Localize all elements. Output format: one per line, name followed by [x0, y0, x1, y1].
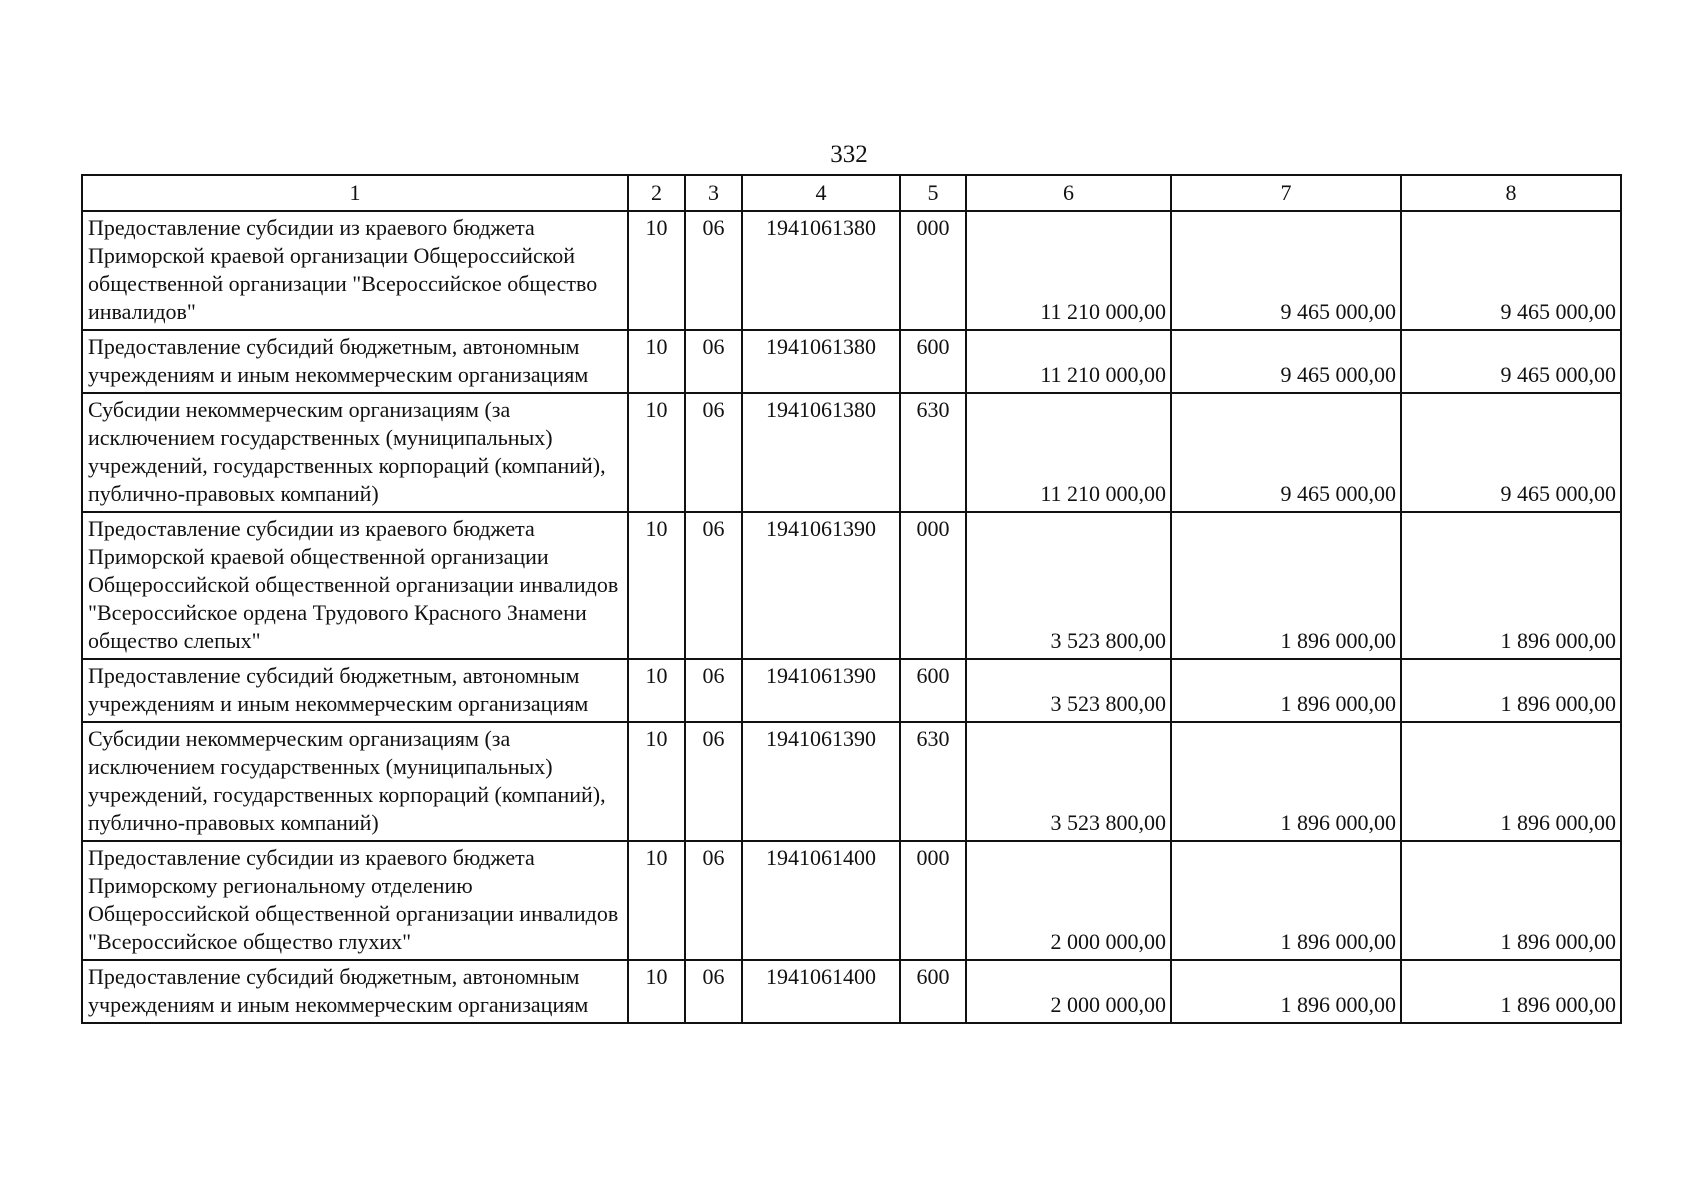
- table-row: [82, 841, 1621, 960]
- column-header: 5: [900, 175, 966, 211]
- amount-col7-cell: 9 465 000,00: [1171, 330, 1401, 393]
- subsection-code-cell: 06: [685, 841, 742, 960]
- column-header: 2: [628, 175, 685, 211]
- target-article-cell: 1941061390: [742, 659, 900, 722]
- row-name-cell: Предоставление субсидий бюджетным, автономным учреждениям и иным некоммерческим организациям: [82, 960, 628, 1023]
- amount-col7-cell: 1 896 000,00: [1171, 659, 1401, 722]
- section-code-cell: 10: [628, 722, 685, 841]
- amount-col8-cell: 9 465 000,00: [1401, 211, 1621, 330]
- subsection-code-cell: 06: [685, 330, 742, 393]
- amount-col8-cell: 1 896 000,00: [1401, 722, 1621, 841]
- section-code-cell: 10: [628, 659, 685, 722]
- amount-col7-cell: 9 465 000,00: [1171, 211, 1401, 330]
- amount-col8-cell: 9 465 000,00: [1401, 330, 1621, 393]
- expense-type-cell: 600: [900, 960, 966, 1023]
- amount-col6-cell: 2 000 000,00: [966, 841, 1171, 960]
- target-article-cell: 1941061390: [742, 722, 900, 841]
- table-row: [82, 722, 1621, 841]
- amount-col6-cell: 3 523 800,00: [966, 512, 1171, 659]
- expense-type-cell: 000: [900, 841, 966, 960]
- subsection-code-cell: 06: [685, 960, 742, 1023]
- table-row: [82, 960, 1621, 1023]
- target-article-cell: 1941061380: [742, 211, 900, 330]
- column-header: 3: [685, 175, 742, 211]
- row-name-cell: Предоставление субсидий бюджетным, автономным учреждениям и иным некоммерческим организациям: [82, 659, 628, 722]
- section-code-cell: 10: [628, 211, 685, 330]
- table-row: [82, 393, 1621, 512]
- budget-table: [81, 174, 1622, 1024]
- target-article-cell: 1941061390: [742, 512, 900, 659]
- target-article-cell: 1941061380: [742, 393, 900, 512]
- target-article-cell: 1941061400: [742, 841, 900, 960]
- section-code-cell: 10: [628, 512, 685, 659]
- section-code-cell: 10: [628, 841, 685, 960]
- amount-col8-cell: 1 896 000,00: [1401, 512, 1621, 659]
- amount-col6-cell: 11 210 000,00: [966, 211, 1171, 330]
- amount-col8-cell: 9 465 000,00: [1401, 393, 1621, 512]
- table-row: [82, 211, 1621, 330]
- subsection-code-cell: 06: [685, 512, 742, 659]
- row-name-cell: Предоставление субсидий бюджетным, автономным учреждениям и иным некоммерческим организациям: [82, 330, 628, 393]
- expense-type-cell: 600: [900, 659, 966, 722]
- page-number: 332: [830, 141, 868, 168]
- column-header: 8: [1401, 175, 1621, 211]
- row-name-cell: Предоставление субсидии из краевого бюджета Приморскому региональному отделению Общероссийской общественной организации инвалидов "Всероссийское общество глухих": [82, 841, 628, 960]
- subsection-code-cell: 06: [685, 659, 742, 722]
- section-code-cell: 10: [628, 393, 685, 512]
- section-code-cell: 10: [628, 960, 685, 1023]
- column-number-header: [82, 175, 1621, 211]
- expense-type-cell: 600: [900, 330, 966, 393]
- row-name-cell: Предоставление субсидии из краевого бюджета Приморской краевой организации Общероссийской общественной организации "Всероссийское общество инвалидов": [82, 211, 628, 330]
- amount-col7-cell: 9 465 000,00: [1171, 393, 1401, 512]
- amount-col7-cell: 1 896 000,00: [1171, 960, 1401, 1023]
- column-header: 4: [742, 175, 900, 211]
- subsection-code-cell: 06: [685, 393, 742, 512]
- subsection-code-cell: 06: [685, 211, 742, 330]
- amount-col6-cell: 11 210 000,00: [966, 393, 1171, 512]
- expense-type-cell: 000: [900, 512, 966, 659]
- row-name-cell: Субсидии некоммерческим организациям (за исключением государственных (муниципальных) учреждений, государственных корпораций (компаний), публично-правовых компаний): [82, 393, 628, 512]
- amount-col8-cell: 1 896 000,00: [1401, 659, 1621, 722]
- column-header: 1: [82, 175, 628, 211]
- subsection-code-cell: 06: [685, 722, 742, 841]
- row-name-cell: Субсидии некоммерческим организациям (за исключением государственных (муниципальных) учреждений, государственных корпораций (компаний), публично-правовых компаний): [82, 722, 628, 841]
- section-code-cell: 10: [628, 330, 685, 393]
- column-header: 6: [966, 175, 1171, 211]
- expense-type-cell: 000: [900, 211, 966, 330]
- table-row: [82, 330, 1621, 393]
- amount-col7-cell: 1 896 000,00: [1171, 841, 1401, 960]
- amount-col8-cell: 1 896 000,00: [1401, 841, 1621, 960]
- row-name-cell: Предоставление субсидии из краевого бюджета Приморской краевой общественной организации Общероссийской общественной организации инвалидов "Всероссийское ордена Трудового Красного Знамени общество слепых": [82, 512, 628, 659]
- amount-col6-cell: 3 523 800,00: [966, 659, 1171, 722]
- table-body: [82, 211, 1621, 1023]
- target-article-cell: 1941061380: [742, 330, 900, 393]
- amount-col7-cell: 1 896 000,00: [1171, 722, 1401, 841]
- expense-type-cell: 630: [900, 393, 966, 512]
- amount-col7-cell: 1 896 000,00: [1171, 512, 1401, 659]
- amount-col6-cell: 11 210 000,00: [966, 330, 1171, 393]
- amount-col6-cell: 3 523 800,00: [966, 722, 1171, 841]
- target-article-cell: 1941061400: [742, 960, 900, 1023]
- table-row: [82, 659, 1621, 722]
- amount-col8-cell: 1 896 000,00: [1401, 960, 1621, 1023]
- table-row: [82, 512, 1621, 659]
- expense-type-cell: 630: [900, 722, 966, 841]
- amount-col6-cell: 2 000 000,00: [966, 960, 1171, 1023]
- column-header: 7: [1171, 175, 1401, 211]
